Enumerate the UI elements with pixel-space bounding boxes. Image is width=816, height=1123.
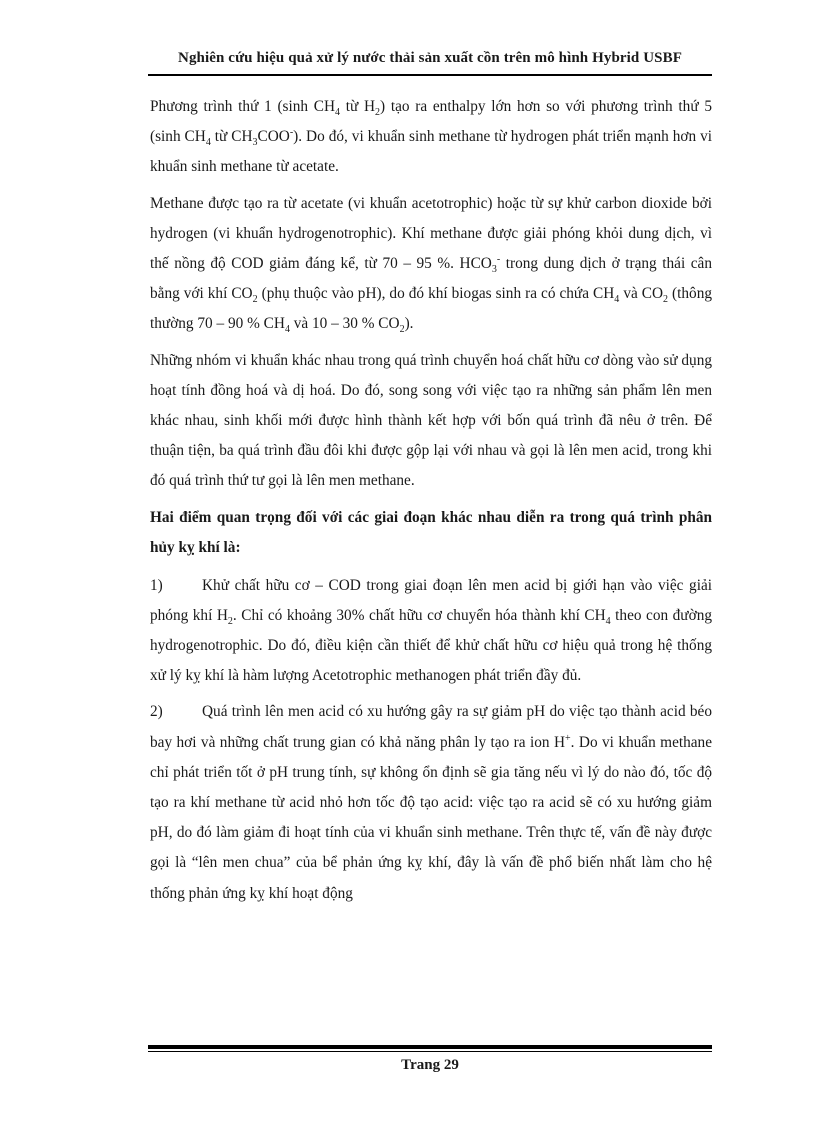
superscript: - <box>496 253 501 265</box>
subscript: 2 <box>252 294 258 306</box>
text-run: . Do vi khuẩn methane chỉ phát triển tốt ở pH trung tính, sự không ổn định sẽ gia tăng nếu vì lý do nào đó, tốc độ tạo ra khí methane từ acid nhỏ hơn tốc độ tạo acid: việc tạo ra acid sẽ có xu hướng giảm pH, do đó làm giảm đi hoạt tính của vi khuẩn sinh methane. Trên thực tế, vấn đề này được gọi là “lên men chua” của bể phản ứng kỵ khí, đây là vấn đề phổ biến nhất làm cho hệ thống phản ứng kỵ khí hoạt động <box>150 733 712 902</box>
document-body <box>150 92 712 915</box>
subscript: 3 <box>491 264 497 276</box>
subscript: 4 <box>335 107 341 119</box>
text-run: từ H <box>340 98 376 115</box>
text-run: Quá trình lên men acid có xu hướng gây ra sự giảm pH do việc tạo thành acid béo bay hơi và những chất trung gian có khả năng phân ly tạo ra ion H <box>150 703 712 751</box>
subscript: 2 <box>399 324 405 336</box>
superscript: - <box>289 127 294 139</box>
text-run: (thông thường 70 – 90 % CH <box>150 285 712 333</box>
text-run: (phụ thuộc vào pH), do đó khí biogas sinh ra có chứa CH <box>257 285 615 303</box>
text-run: Phương trình thứ 1 (sinh CH <box>150 98 336 115</box>
header-divider <box>148 74 712 76</box>
list-number: 2) <box>150 703 163 721</box>
text-run: ) tạo ra enthalpy lớn hơn so với phương trình thứ 5 (sinh CH <box>150 98 712 146</box>
section-heading: Hai điểm quan trọng đối với các giai đoạn khác nhau diễn ra trong quá trình phân hủy kỵ khí là: <box>150 508 712 557</box>
text-run: COO <box>257 128 290 146</box>
text-run: theo con đường hydrogenotrophic. Do đó, điều kiện cần thiết để khử chất hữu cơ hiệu quả trong hệ thống xử lý kỵ khí là hàm lượng Acetotrophic methanogen phát triển đầy đủ. <box>150 606 712 685</box>
subscript: 3 <box>252 137 258 149</box>
subscript: 2 <box>663 294 669 306</box>
subscript: 2 <box>375 107 381 119</box>
text-run: . Chỉ có khoảng 30% chất hữu cơ chuyển hóa thành khí CH <box>232 606 606 624</box>
paragraph-2 <box>150 189 712 340</box>
subscript: 4 <box>605 615 611 627</box>
text-run: ). <box>404 315 414 333</box>
text-run: Khử chất hữu cơ – COD trong giai đoạn lên men acid bị giới hạn vào việc giải phóng khí H <box>150 576 712 624</box>
paragraph-3: Những nhóm vi khuẩn khác nhau trong quá trình chuyển hoá chất hữu cơ dòng vào sử dụng hoạt tính đồng hoá và dị hoá. Do đó, song song với việc tạo ra những sản phẩm lên men khác nhau, sinh khối mới được hình thành kết hợp với bốn quá trình đã nêu ở trên. Để thuận tiện, ba quá trình đầu đôi khi được gộp lại với nhau và gọi là lên men acid, trong khi đó quá trình thứ tư gọi là lên men methane. <box>150 351 712 490</box>
subscript: 2 <box>227 615 233 627</box>
text-run: trong dung dịch ở trạng thái cân bằng với khí CO <box>150 255 712 303</box>
superscript: + <box>565 732 571 744</box>
page-number: Trang 29 <box>401 1057 459 1073</box>
text-run: Methane được tạo ra từ acetate (vi khuẩn acetotrophic) hoặc từ sự khử carbon dioxide bởi hydrogen (vi khuẩn hydrogenotrophic). Khí methane được giải phóng khỏi dung dịch, vì thế nồng độ COD giảm đáng kể, từ 70 – 95 %. HCO <box>150 194 712 273</box>
list-item-1 <box>150 571 712 692</box>
list-item-2 <box>150 697 712 908</box>
subscript: 4 <box>614 294 620 306</box>
list-number: 1) <box>150 576 163 594</box>
subscript: 4 <box>284 324 290 336</box>
footer-divider-thin <box>148 1051 712 1052</box>
text-run: và CO <box>619 285 664 303</box>
footer-divider-thick <box>148 1045 712 1049</box>
page-header-title: Nghiên cứu hiệu quả xử lý nước thải sản xuất cồn trên mô hình Hybrid USBF <box>178 50 682 66</box>
text-run: ). Do đó, vi khuẩn sinh methane từ hydrogen phát triển mạnh hơn vi khuẩn sinh methane từ acetate. <box>150 128 712 176</box>
paragraph-1 <box>150 92 712 183</box>
text-run: và 10 – 30 % CO <box>289 315 400 333</box>
subscript: 4 <box>205 137 211 149</box>
text-run: từ CH <box>210 128 253 146</box>
